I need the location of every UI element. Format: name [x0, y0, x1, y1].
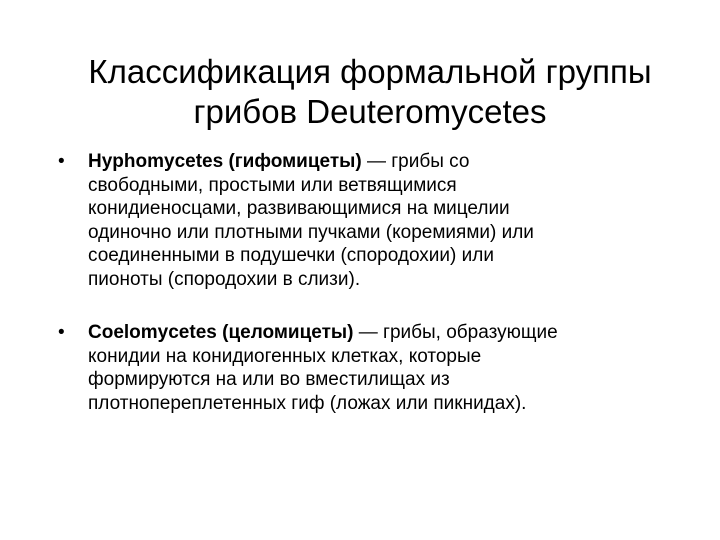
bullet-text-line: пионоты (спородохии в слизи). [88, 268, 361, 290]
bullet-text-line: формируются на или во вместилищах из [88, 369, 450, 390]
bullet-text: — грибы со [361, 151, 470, 172]
slide-title-line-1: Классификация формальной группы [88, 53, 652, 90]
bullet-item-coelomycetes [58, 321, 698, 415]
bullet-term: Coelomycetes (целомицеты) [88, 322, 354, 343]
slide-title-line-2: грибов Deuteromycetes [193, 93, 547, 130]
bullet-text-line: конидиеносцами, развивающимися на мицелии [88, 198, 510, 219]
bullet-text-line: одиночно или плотными пучками (коремиями) или [88, 221, 534, 243]
bullet-text: — грибы, образующие [353, 322, 558, 343]
bullet-text-line: свободными, простыми или ветвящимися [88, 174, 457, 196]
bullet-term: Hyphomycetes (гифомицеты) [88, 151, 362, 172]
bullet-first-line [88, 321, 698, 345]
bullet-dot-icon: • [58, 151, 65, 172]
bullet-text-line: соединенными в подушечки (спородохии) или [88, 245, 494, 266]
bullet-item-hyphomycetes [58, 150, 698, 291]
bullet-list [58, 150, 698, 445]
bullet-text-line: конидии на конидиогенных клетках, которые [88, 345, 482, 367]
bullet-dot-icon: • [58, 322, 65, 343]
slide-title [40, 52, 700, 132]
bullet-first-line [88, 150, 698, 174]
bullet-text-line: плотнопереплетенных гиф (ложах или пикнидах). [88, 392, 527, 414]
